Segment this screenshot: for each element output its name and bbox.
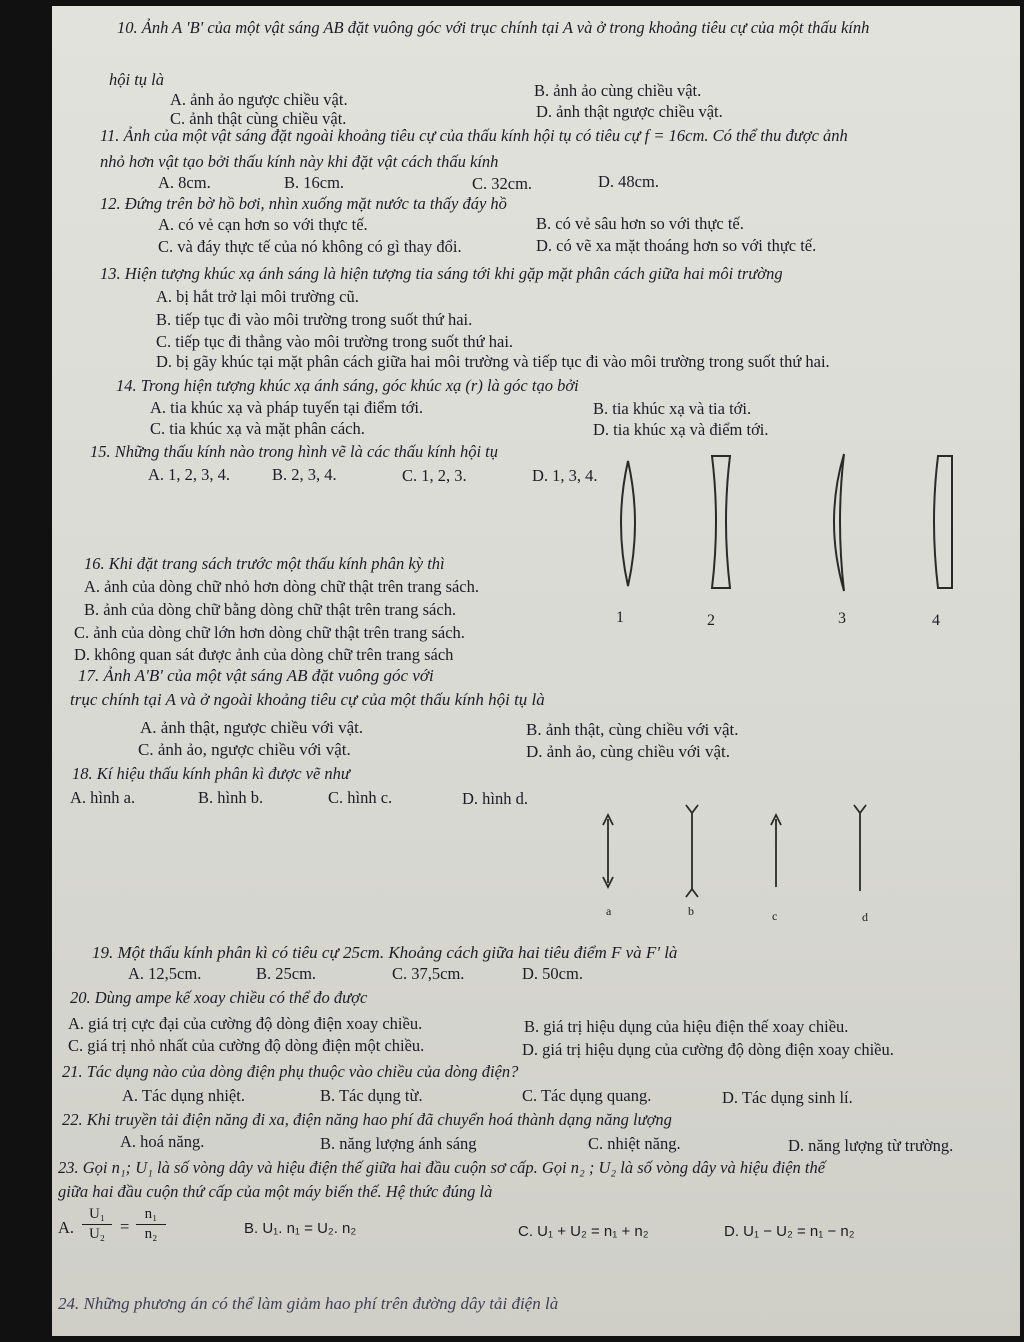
q13-option-c: C. tiếp tục đi thẳng vào môi trường trong suốt thứ hai. — [156, 332, 514, 351]
q20-option-c: C. giá trị nhỏ nhất của cường độ dòng điện một chiều. — [68, 1036, 425, 1055]
q20-stem: 20. Dùng ampe kế xoay chiều có thể đo được — [70, 988, 368, 1007]
lens-figure — [612, 446, 972, 606]
q12-stem: 12. Đứng trên bờ hồ bơi, nhìn xuống mặt nước ta thấy đáy hồ — [100, 194, 507, 213]
q15-stem: 15. Những thấu kính nào trong hình vẽ là các thấu kính hội tụ — [90, 442, 499, 461]
q21-stem: 21. Tác dụng nào của dòng điện phụ thuộc vào chiều của dòng điện? — [62, 1062, 519, 1081]
q10-option-c: C. ảnh thật cùng chiều vật. — [170, 109, 347, 128]
q23-a-numerator-left: U₁ — [82, 1206, 112, 1225]
q18-option-a: A. hình a. — [70, 788, 136, 807]
q10-option-d: D. ảnh thật ngược chiều vật. — [536, 102, 723, 121]
q14-stem: 14. Trong hiện tượng khúc xạ ánh sáng, góc khúc xạ (r) là góc tạo bởi — [116, 376, 579, 395]
q12-option-b: B. có vẻ sâu hơn so với thực tế. — [536, 214, 744, 233]
q10-option-b: B. ảnh ảo cùng chiều vật. — [534, 81, 702, 100]
q17-option-a: A. ảnh thật, ngược chiều với vật. — [140, 718, 364, 737]
q20-option-d: D. giá trị hiệu dụng của cường độ dòng điện xoay chiều. — [522, 1040, 894, 1059]
q14-option-a: A. tia khúc xạ và pháp tuyến tại điểm tới. — [150, 398, 424, 417]
q23-stem-line1: 23. Gọi n₁; U₁ là số vòng dây và hiệu điện thế giữa hai đầu cuộn sơ cấp. Gọi n₂ ; U₂ là số vòng dây và hiệu điện thế — [58, 1158, 826, 1177]
q15-option-b: B. 2, 3, 4. — [272, 465, 337, 484]
q18-option-d: D. hình d. — [462, 789, 528, 808]
q22-option-b: B. năng lượng ánh sáng — [320, 1134, 477, 1153]
q15-option-c: C. 1, 2, 3. — [402, 466, 467, 485]
q11-option-d: D. 48cm. — [598, 172, 659, 191]
q11-stem-line2: nhỏ hơn vật tạo bởi thấu kính này khi đặt vật cách thấu kính — [100, 152, 499, 171]
q12-option-d: D. có vẽ xa mặt thoáng hơn so với thực tế. — [536, 236, 817, 255]
lens-label-4: 4 — [932, 612, 940, 629]
q23-stem-line2: giữa hai đầu cuộn thứ cấp của một máy biến thế. Hệ thức đúng là — [58, 1182, 493, 1201]
q19-option-a: A. 12,5cm. — [128, 964, 202, 983]
q19-option-d: D. 50cm. — [522, 964, 583, 983]
q13-option-a: A. bị hắt trở lại môi trường cũ. — [156, 287, 359, 306]
q10-stem-line1: 10. Ảnh A 'B' của một vật sáng AB đặt vuông góc với trục chính tại A và ở trong khoảng tiêu cự của một thấu kính — [117, 18, 870, 37]
q10-stem-line2: hội tụ là — [109, 70, 165, 89]
symbol-label-c: c — [772, 909, 778, 923]
q13-option-b: B. tiếp tục đi vào môi trường trong suốt thứ hai. — [156, 310, 473, 329]
q22-option-c: C. nhiệt năng. — [588, 1134, 681, 1153]
q23-option-a-fraction-right — [136, 1206, 166, 1243]
lens-label-2: 2 — [707, 612, 715, 629]
q23-option-d: D. U₁ − U₂ = n₁ − n₂ — [724, 1223, 855, 1240]
symbol-label-b: b — [688, 904, 694, 918]
q22-option-a: A. hoá năng. — [120, 1132, 205, 1151]
symbol-b-diverging — [686, 805, 698, 897]
q18-stem: 18. Kí hiệu thấu kính phân kì được vẽ như — [72, 764, 350, 783]
q18-option-b: B. hình b. — [198, 788, 264, 807]
q21-option-d: D. Tác dụng sinh lí. — [722, 1088, 853, 1107]
q14-option-d: D. tia khúc xạ và điểm tới. — [593, 420, 769, 439]
q20-option-b: B. giá trị hiệu dụng của hiệu điện thế xoay chiều. — [524, 1017, 849, 1036]
q15-option-d: D. 1, 3, 4. — [532, 466, 598, 485]
q16-option-a: A. ảnh của dòng chữ nhỏ hơn dòng chữ thật trên trang sách. — [84, 577, 480, 596]
q20-option-a: A. giá trị cực đại của cường độ dòng điện xoay chiều. — [68, 1014, 423, 1033]
q21-option-a: A. Tác dụng nhiệt. — [122, 1086, 245, 1105]
q23-a-equals: = — [120, 1217, 130, 1236]
q17-stem-line2: trục chính tại A và ở ngoài khoảng tiêu cự của một thấu kính hội tụ là — [70, 690, 545, 709]
symbol-d-single-fork — [854, 805, 866, 891]
lens-4-plano-convex — [934, 456, 952, 588]
q11-option-c: C. 32cm. — [472, 174, 533, 193]
q17-stem-line1: 17. Ảnh A'B' của một vật sáng AB đặt vuông góc với — [78, 666, 434, 685]
q23-option-c: C. U₁ + U₂ = n₁ + n₂ — [518, 1223, 649, 1240]
q23-option-b: B. U₁. n₁ = U₂. n₂ — [244, 1220, 357, 1237]
lens-1-biconvex — [621, 461, 635, 586]
lens-3-meniscus — [834, 454, 844, 591]
q23-a-denominator-left: U₂ — [88, 1226, 106, 1242]
q16-option-c: C. ảnh của dòng chữ lớn hơn dòng chữ thật trên trang sách. — [74, 623, 465, 642]
symbol-label-a: a — [606, 904, 612, 918]
q21-option-c: C. Tác dụng quang. — [522, 1086, 652, 1105]
q22-stem: 22. Khi truyền tải điện năng đi xa, điện năng hao phí đã chuyển hoá thành dạng năng lượng — [62, 1110, 672, 1129]
lens-label-1: 1 — [616, 609, 624, 626]
q18-option-c: C. hình c. — [328, 788, 393, 807]
q23-option-a-prefix: A. — [58, 1218, 75, 1237]
q12-option-a: A. có vẻ cạn hơn so với thực tế. — [158, 215, 368, 234]
q19-option-c: C. 37,5cm. — [392, 964, 465, 983]
exam-page — [52, 6, 1020, 1336]
symbol-label-d: d — [862, 910, 868, 924]
q13-option-d: D. bị gãy khúc tại mặt phân cách giữa hai môi trường và tiếp tục đi vào môi trường trong suốt thứ hai. — [156, 352, 830, 371]
q16-stem: 16. Khi đặt trang sách trước một thấu kính phân kỳ thì — [84, 554, 445, 573]
lens-label-3: 3 — [838, 610, 846, 627]
lens-symbol-figure — [592, 801, 882, 901]
q14-option-b: B. tia khúc xạ và tia tới. — [593, 399, 752, 418]
q17-option-c: C. ảnh ảo, ngược chiều với vật. — [138, 740, 351, 759]
q17-option-d: D. ảnh ảo, cùng chiều với vật. — [526, 742, 730, 761]
q13-stem: 13. Hiện tượng khúc xạ ánh sáng là hiện tượng tia sáng tới khi gặp mặt phân cách giữa hai môi trường — [100, 264, 783, 283]
q23-option-a-fraction-left — [82, 1206, 112, 1243]
q16-option-d: D. không quan sát được ảnh của dòng chữ trên trang sách — [74, 645, 454, 664]
q23-a-denominator-right: n₂ — [144, 1226, 158, 1242]
q12-option-c: C. và đáy thực tế của nó không có gì thay đổi. — [158, 237, 462, 256]
symbol-a-converging — [603, 815, 613, 887]
q19-stem: 19. Một thấu kính phân kì có tiêu cự 25cm. Khoảng cách giữa hai tiêu điểm F và F' là — [92, 943, 678, 962]
q11-option-b: B. 16cm. — [284, 173, 345, 192]
q21-option-b: B. Tác dụng từ. — [320, 1086, 423, 1105]
q11-stem-line1: 11. Ảnh của một vật sáng đặt ngoài khoảng tiêu cự của thấu kính hội tụ có tiêu cự f = 16cm. Có thể thu được ảnh — [100, 126, 848, 145]
symbol-c-single-arrow — [771, 815, 781, 887]
q14-option-c: C. tia khúc xạ và mặt phân cách. — [150, 419, 365, 438]
q17-option-b: B. ảnh thật, cùng chiều với vật. — [526, 720, 739, 739]
q24-stem: 24. Những phương án có thể làm giảm hao phí trên đường dây tải điện là — [58, 1294, 559, 1313]
q15-option-a: A. 1, 2, 3, 4. — [148, 465, 231, 484]
q11-option-a: A. 8cm. — [158, 173, 211, 192]
q22-option-d: D. năng lượng từ trường. — [788, 1136, 954, 1155]
q19-option-b: B. 25cm. — [256, 964, 317, 983]
q16-option-b: B. ảnh của dòng chữ bằng dòng chữ thật trên trang sách. — [84, 600, 457, 619]
q10-option-a: A. ảnh ảo ngược chiều vật. — [170, 90, 348, 109]
lens-2-biconcave — [712, 456, 730, 588]
q23-a-numerator-right: n₁ — [136, 1206, 166, 1225]
